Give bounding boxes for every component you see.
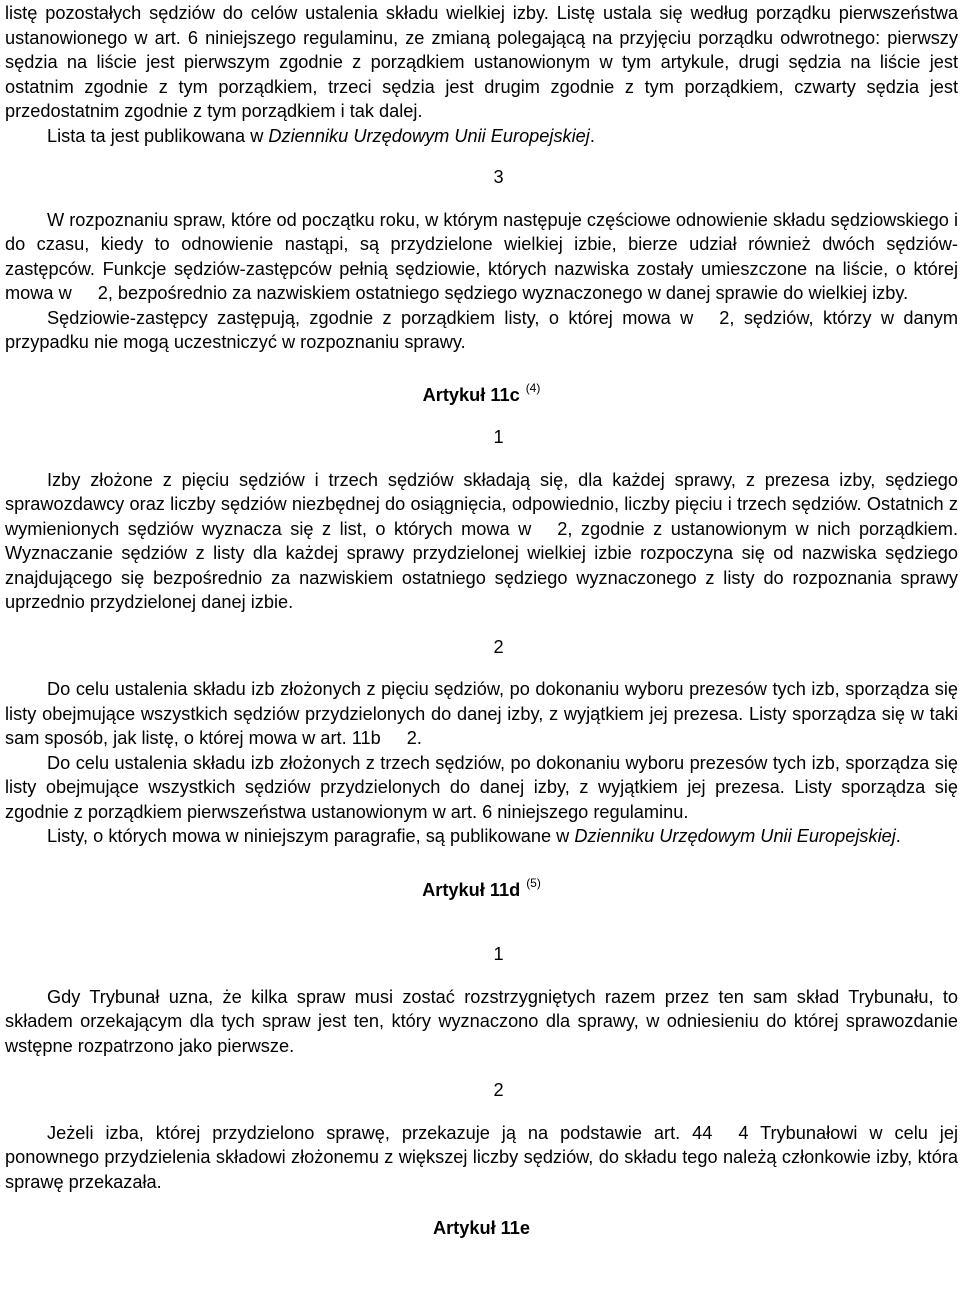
document-page [5, 1, 958, 1241]
footnote-ref-5: (5) [526, 875, 541, 890]
journal-title: Dzienniku Urzędowym Unii Europejskiej [268, 125, 590, 146]
article-11d-section-2-text: Jeżeli izba, której przydzielono sprawę, przekazuje ją na podstawie art. 44 4 Trybunałowi w celu jej ponownego przydzielenia składowi złożonemu z większej liczby sędziów, do składu tego należą członkowie izby, która sprawę przekazała. [5, 1122, 958, 1192]
article-11d-section-number-2: 2 [493, 1080, 504, 1101]
footnote-ref-4: (4) [525, 380, 541, 395]
section-3-paragraph-2: Sędziowie-zastępcy zastępują, zgodnie z porządkiem listy, o której mowa w 2, sędziów, którzy w danym przypadku nie mogą uczestniczyć w rozpoznaniu sprawy. [5, 307, 958, 352]
article-11e-heading: Artykuł 11e [432, 1218, 531, 1239]
article-11c-section-number-1: 1 [493, 427, 504, 448]
article-11c-section-2-paragraph-1: Do celu ustalenia składu izb złożonych z pięciu sędziów, po dokonaniu wyboru prezesów tych izb, sporządza się listy obejmujące wszystkich sędziów przydzielonych do danej izby, z wyjątkiem jej prezesa. Listy sporządza się w taki sam sposób, jak listę, o której mowa w art. 11b 2. [5, 679, 958, 749]
journal-title: Dzienniku Urzędowym Unii Europejskiej [574, 826, 896, 847]
article-11c-section-2-paragraph-2: Do celu ustalenia składu izb złożonych z trzech sędziów, po dokonaniu wyboru prezesów tych izb, sporządza się listy obejmujące wszystkich sędziów przydzielonych do danej izby, z wyjątkiem jej prezesa. Listy sporządza się zgodnie z porządkiem pierwszeństwa ustanowionym w art. 6 niniejszego regulaminu. [5, 752, 958, 822]
article-11c-section-1-text: Izby złożone z pięciu sędziów i trzech sędziów składają się, dla każdej sprawy, z prezesa izby, sędziego sprawozdawcy oraz liczby sędziów niezbędnej do osiągnięcia, odpowiednio, liczby pięciu i trzech sędziów. Ostatnich z wymienionych sędziów wyznacza się z list, o których mowa w 2, zgodnie z ustanowionym w nich porządkiem. Wyznaczanie sędziów z listy dla każdej sprawy przydzielonej wielkiej izbie rozpoczyna się od nazwiska sędziego znajdującego się bezpośrednio za nazwiskiem ostatniego sędziego wyznaczonego z listy do rozpoznania sprawy uprzednio przydzielonej danej izbie. [5, 469, 959, 613]
article-11d-section-1-text: Gdy Trybunał uzna, że kilka spraw musi zostać rozstrzygniętych razem przez ten sam skład Trybunału, to składem orzekającym dla tych spraw jest ten, który wyznaczono dla sprawy, w odniesieniu do której sprawozdanie wstępne rozpatrzono jako pierwsze. [5, 986, 958, 1056]
intro-publication-paragraph: Lista ta jest publikowana w Dzienniku Urzędowym Unii Europejskiej. [47, 125, 595, 146]
article-11c-section-number-2: 2 [493, 636, 504, 657]
section-number-3: 3 [493, 167, 504, 187]
article-11c-section-2-paragraph-3: Listy, o których mowa w niniejszym paragrafie, są publikowane w Dzienniku Urzędowym Unii Europejskiej. [47, 826, 901, 847]
article-11d-section-number-1: 1 [493, 944, 504, 965]
intro-paragraph: listę pozostałych sędziów do celów ustalenia składu wielkiej izby. Listę ustala się według porządku pierwszeństwa ustanowionego w art. 6 niniejszego regulaminu, ze zmianą polegającą na przyjęciu porządku odwrotnego: pierwszy sędzia na liście jest pierwszym zgodnie z porządkiem ustanowionym w tym artykule, drugi sędzia na liście jest ostatnim zgodnie z tym porządkiem, trzeci sędzia jest drugim zgodnie z tym porządkiem, czwarty sędzia jest przedostatnim zgodnie z tym porządkiem i tak dalej. [5, 3, 958, 121]
article-11d-heading: Artykuł 11d $^{(5)}$ [422, 875, 541, 900]
section-3-paragraph-1: W rozpoznaniu spraw, które od początku roku, w którym następuje częściowe odnowienie składu sędziowskiego i do czasu, kiedy to odnowienie nastąpi, są przydzielone wielkiej izbie, bierze udział również dwóch sędziów-zastępców. Funkcje sędziów-zastępców pełnią sędziowie, których nazwiska zostały umieszczone na liście, o której mowa w 2, bezpośrednio za nazwiskiem ostatniego sędziego wyznaczonego w danej sprawie do wielkiej izby. [5, 209, 958, 303]
article-11c-heading: Artykuł 11c $^{(4)}$ [422, 380, 541, 405]
